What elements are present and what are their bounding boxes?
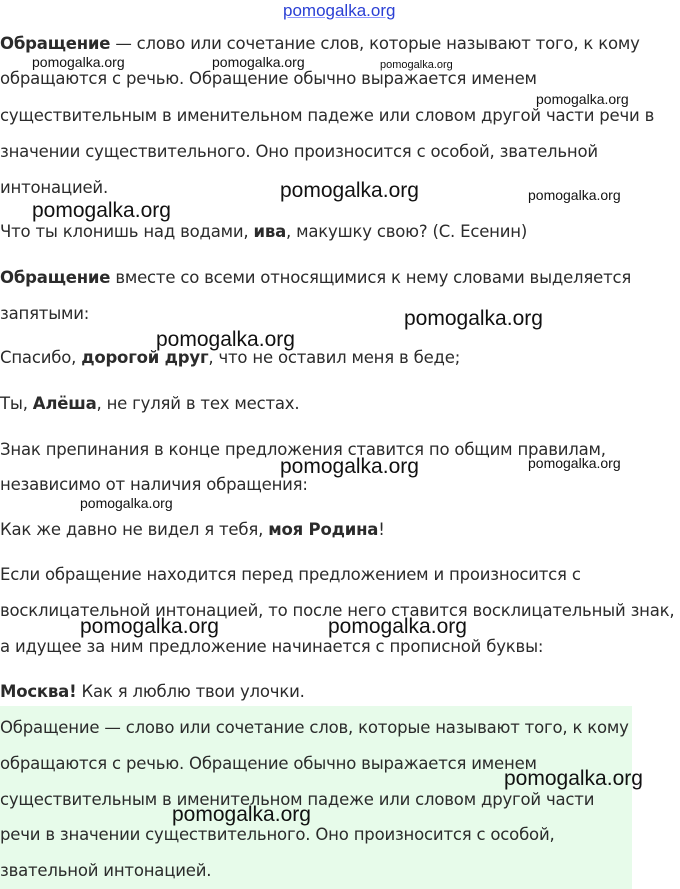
watermark: pomogalka.org [380,59,453,71]
example-rodina: Как же давно не видел я тебя, моя Родина! [0,520,385,539]
example-friend: Спасибо, дорогой друг, что не оставил меня в беде; [0,348,461,367]
watermark: pomogalka.org [156,328,295,351]
watermark: pomogalka.org [32,54,125,70]
watermark: pomogalka.org [80,615,219,638]
rule-commas-line-2: запятыми: [0,304,90,323]
watermark: pomogalka.org [536,91,629,107]
watermark: pomogalka.org [328,615,467,638]
watermark: pomogalka.org [172,803,311,826]
summary-line-5: звательной интонацией. [0,861,212,880]
watermark: pomogalka.org [212,54,305,70]
example-esenin: Что ты клонишь над водами, ива, макушку свою? (С. Есенин) [0,222,528,241]
definition-line-5: интонацией. [0,178,108,197]
watermark: pomogalka.org [280,455,419,478]
example-moscow: Москва! Как я люблю твои улочки. [0,682,305,701]
example-alyosha: Ты, Алёша, не гуляй в тех местах. [0,394,300,413]
watermark: pomogalka.org [528,455,621,471]
watermark: pomogalka.org [32,199,171,222]
rule-exclamation-line-1: Если обращение находится перед предложением и произносится с [0,565,581,584]
watermark-top-link[interactable]: pomogalka.org [283,1,396,20]
rule-commas-line-1: Обращение вместе со всеми относящимися к нему словами выделяется [0,268,632,287]
watermark: pomogalka.org [280,179,419,202]
term-bold: Обращение [0,34,111,53]
rule-exclamation-line-3: а идущее за ним предложение начинается с прописной буквы: [0,637,544,656]
summary-line-1: Обращение — слово или сочетание слов, которые называют того, к кому [0,718,629,737]
watermark: pomogalka.org [504,767,643,790]
summary-line-4: речи в значении существительного. Оно произносится с особой, [0,825,555,844]
watermark: pomogalka.org [528,187,621,203]
definition-line-4: значении существительного. Оно произносится с особой, звательной [0,142,598,161]
definition-line-2: обращаются с речью. Обращение обычно выражается именем [0,69,537,88]
rule-exclamation-line-2: восклицательной интонацией, то после него ставится восклицательный знак, [0,601,675,620]
definition-line-3: существительным в именительном падеже или словом другой части речи в [0,106,655,125]
summary-line-2: обращаются с речью. Обращение обычно выражается именем [0,754,537,773]
rule-punctuation-line-1: Знак препинания в конце предложения ставится по общим правилам, [0,440,606,459]
watermark: pomogalka.org [80,495,173,511]
summary-line-3: существительным в именительном падеже или словом другой части [0,790,595,809]
rule-punctuation-line-2: независимо от наличия обращения: [0,475,308,494]
watermark: pomogalka.org [404,307,543,330]
definition-line-1: Обращение — слово или сочетание слов, которые называют того, к кому [0,34,640,53]
